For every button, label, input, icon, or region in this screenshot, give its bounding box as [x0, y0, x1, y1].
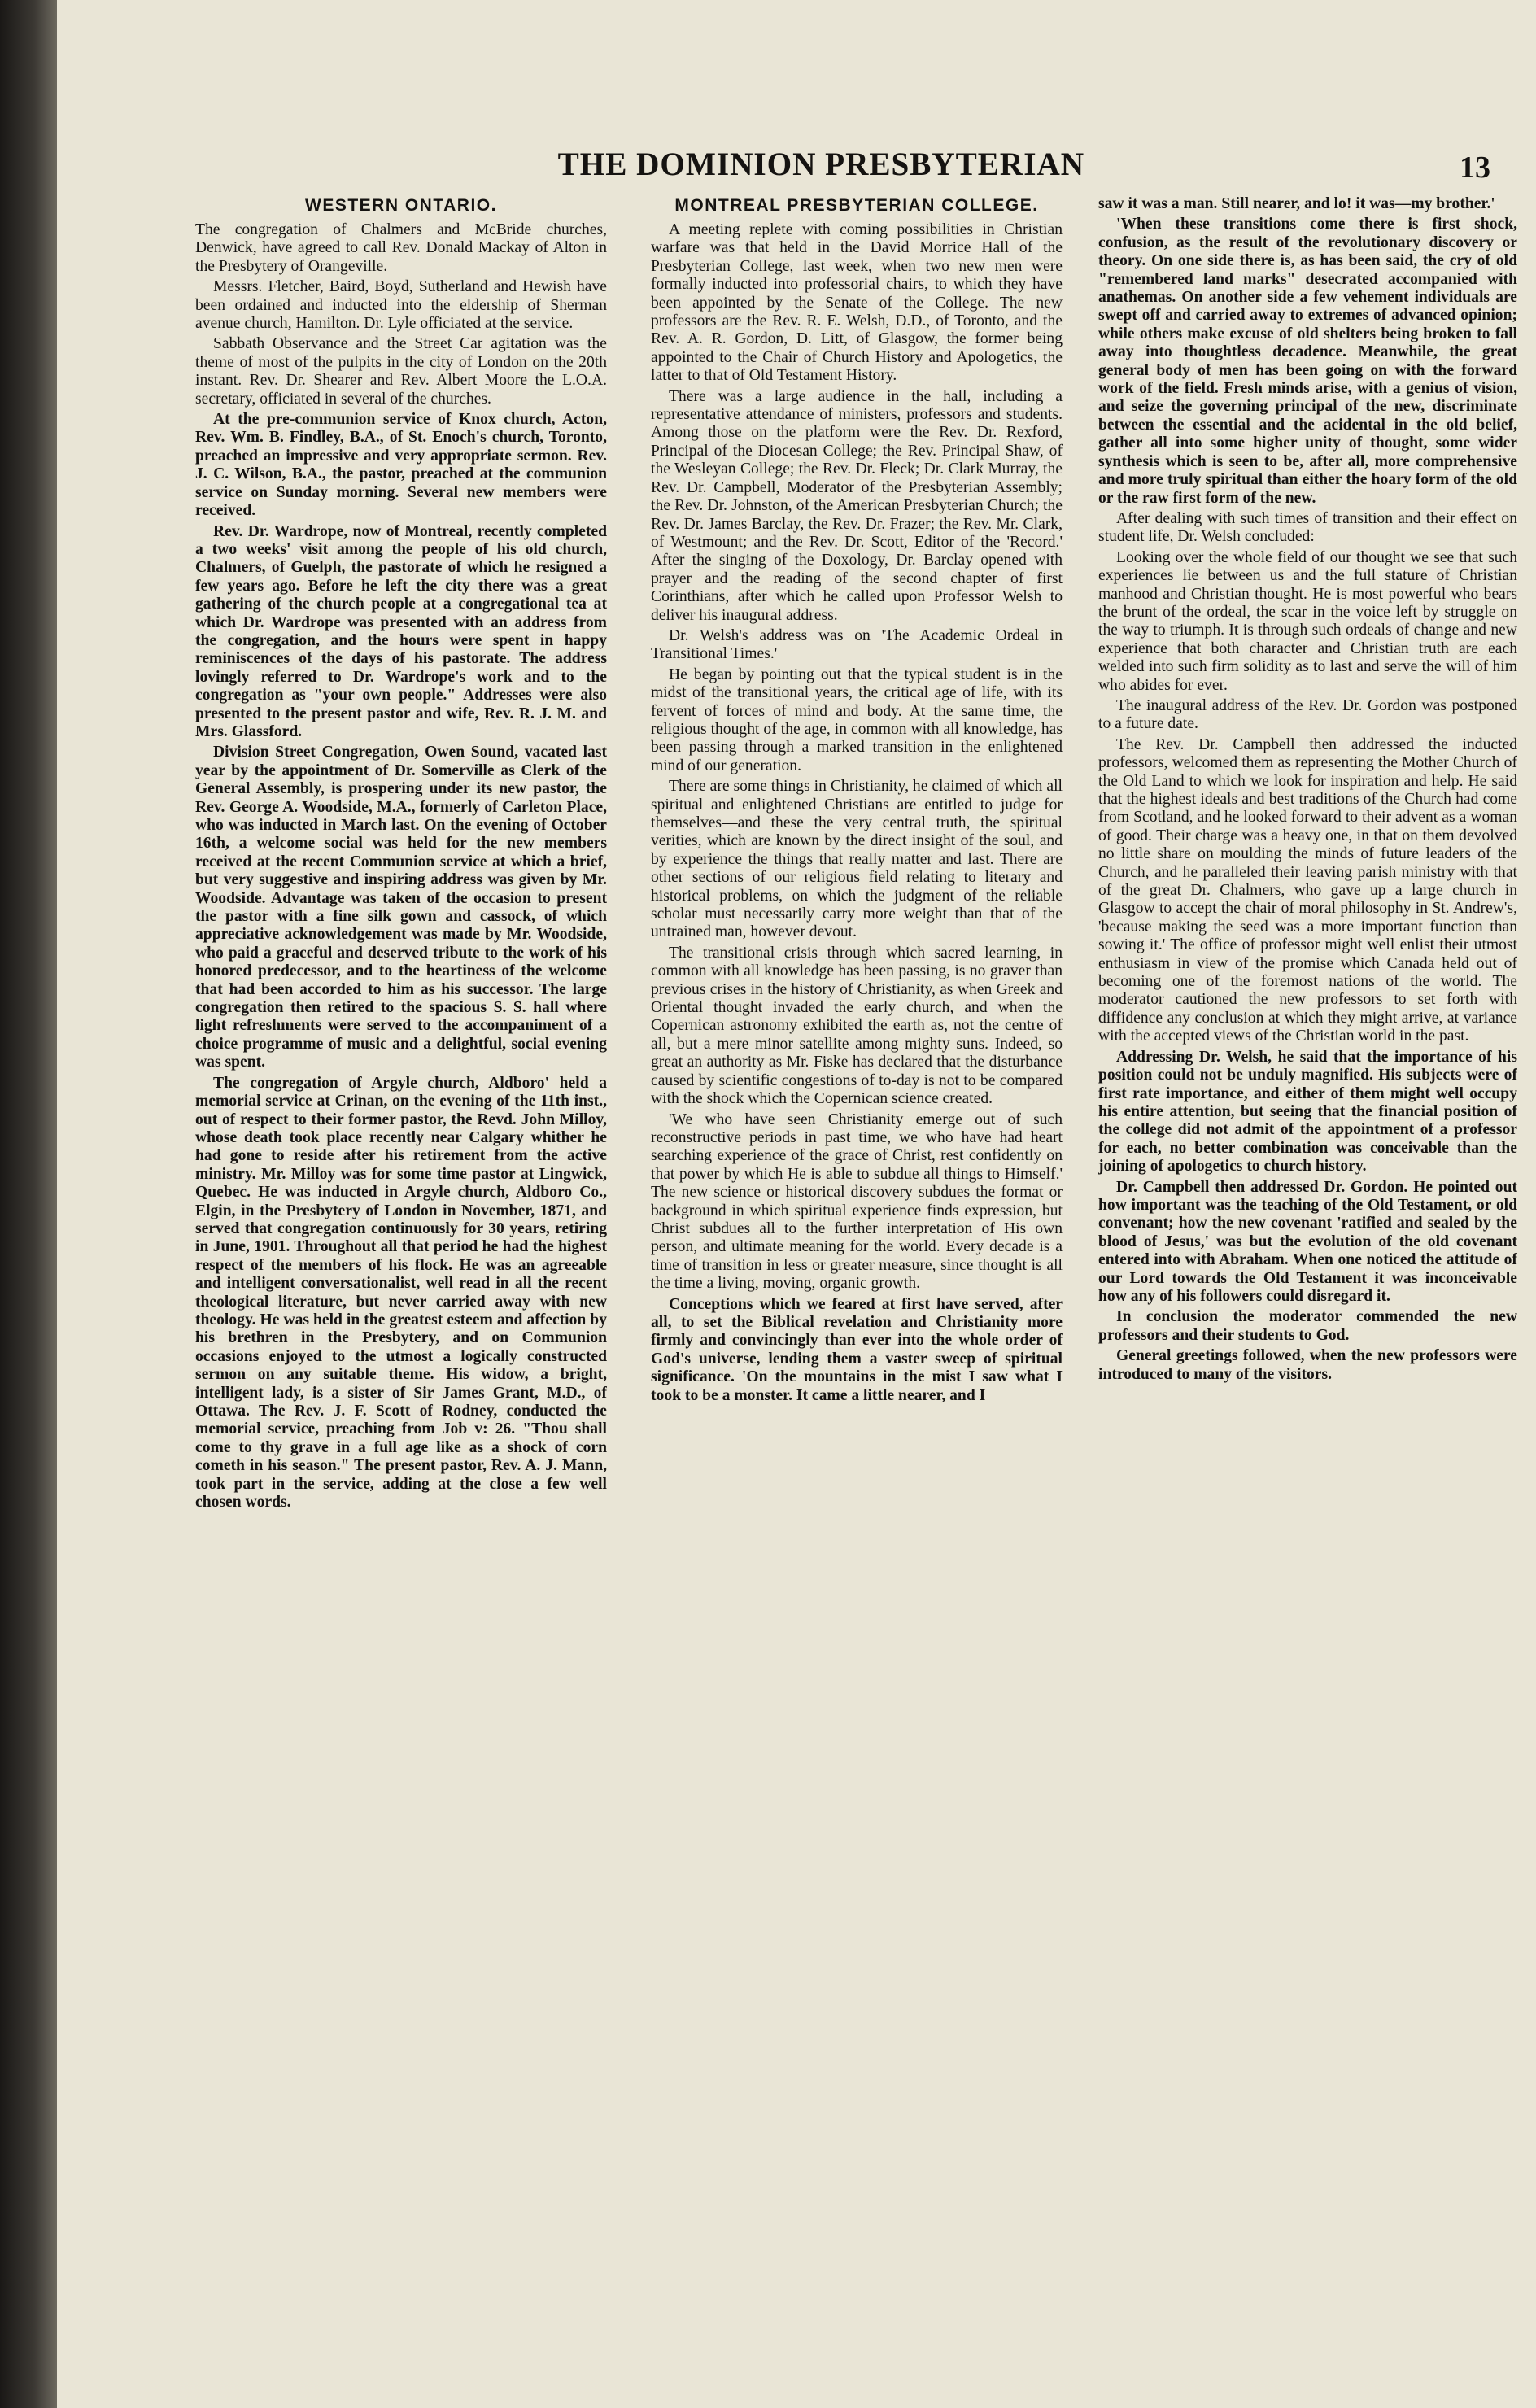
paragraph: 'When these transitions come there is first shock, confusion, as the result of the revolutionary discovery or theory. On one side there is, as has been said, the cry of old "remembered land marks" desecrated accompanied with anathemas. On another side a few vehement individuals are swept off and carried away to extremes of advanced opinion; while others make excuse of old shelters being broken to fall away into thoughtless decadence. Meanwhile, the great general body of men has been going on with the forward work of the field. Fresh minds arise, with a genius of vision, and seize the governing principal of the new, discriminate between the essential and the acidental in the old belief, gather all into some higher unity of thought, some wider synthesis which is seen to be, after all, more comprehensive and more truly spiritual than either the hoary form of the old or the raw first form of the new.	[1098, 216, 1517, 507]
paragraph: Messrs. Fletcher, Baird, Boyd, Sutherland and Hewish have been ordained and inducted into the eldership of Sherman avenue church, Hamilton. Dr. Lyle officiated at the service.	[195, 278, 607, 333]
page-number: 13	[1460, 150, 1490, 185]
paragraph: A meeting replete with coming possibilities in Christian warfare was that held in the David Morrice Hall of the Presbyterian College, last week, when two new men were formally inducted into professorial chairs, to which they have been appointed by the Senate of the College. The new professors are the Rev. R. E. Welsh, D.D., of Toronto, and the Rev. A. R. Gordon, D. Litt, of Glasgow, the former being appointed to the Chair of Church History and Apologetics, the latter to that of Old Testament History.	[651, 221, 1063, 385]
paragraph: Rev. Dr. Wardrope, now of Montreal, recently completed a two weeks' visit among the people of his old church, Chalmers, of Guelph, the pastorate of which he resigned a few years ago. Before he left the city there was a great gathering of the church people at a congregational tea at which Dr. Wardrope was presented with an address from the congregation, and the hours were spent in happy reminiscences of the days of his pastorate. The address lovingly referred to Dr. Wardrope's work and to the congregation as "your own people." Addresses were also presented to the present pastor and wife, Rev. R. J. M. and Mrs. Glassford.	[195, 522, 607, 740]
paragraph: The transitional crisis through which sacred learning, in common with all knowledge has been passing, is no graver than previous crises in the history of Christianity, as when Greek and Oriental thought invaded the early church, and when the Copernican astronomy exhibited the earth as, not the centre of all, but a mere minor satellite among mighty suns. Indeed, so great an authority as Mr. Fiske has declared that the disturbance caused by scientific congestions of to-day is not to be compared with the shock which the Copernican science created.	[651, 944, 1063, 1108]
paragraph: Addressing Dr. Welsh, he said that the importance of his position could not be unduly magnified. His subjects were of first rate importance, and either of them might well occupy his entire attention, but seeing that the financial position of the college did not admit of the appointment of a professor for each, no better combination was conceivable than the joining of apologetics to church history.	[1098, 1048, 1517, 1176]
paragraph: The inaugural address of the Rev. Dr. Gordon was postponed to a future date.	[1098, 696, 1517, 733]
column-continuation	[1098, 195, 1517, 2359]
paragraph: saw it was a man. Still nearer, and lo! it was—my brother.'	[1098, 195, 1495, 212]
paragraph: The Rev. Dr. Campbell then addressed the inducted professors, welcomed them as representing the Mother Church of the Old Land to which we look for inspiration and help. He said that the highest ideals and best traditions of the Church had come from Scotland, and he looked forward to their advent as a woman of good. Their charge was a heavy one, in that on them devolved no little share on moulding the minds of future leaders of the Church, and he paralleled their leaving parish ministry with that of the great Dr. Chalmers, who gave up a large church in Glasgow to accept the chair of moral philosophy in St. Andrew's, 'because making the seed was a more important function than sowing it.' The office of professor might well enlist their utmost enthusiasm in view of the promise which Canada held out of becoming one of the foremost nations of the world. The moderator cautioned the new professors to set forth with diffidence any conclusion at which they might arrive, at variance with the accepted views of the Christian world in the past.	[1098, 735, 1517, 1045]
scan-edge	[0, 0, 57, 2408]
paragraph: In conclusion the moderator commended the new professors and their students to God.	[1098, 1308, 1517, 1344]
journal-title: THE DOMINION PRESBYTERIAN	[557, 146, 1084, 182]
section-heading-western-ontario: WESTERN ONTARIO.	[305, 196, 497, 215]
paragraph: 'We who have seen Christianity emerge out of such reconstructive periods in past time, we who have had heart searching experience of the grace of Christ, rest confidently on that power by which He is able to subdue all things to Himself.' The new science or historical discovery subdues the format or background in which spiritual experience finds expression, but Christ subdues all to the further interpretation of His own person, and ultimate meaning for the world. Every decade is a time of transition in less or greater measure, since thought is all the time a living, moving, organic growth.	[651, 1110, 1063, 1293]
paragraph: After dealing with such times of transition and their effect on student life, Dr. Welsh concluded:	[1098, 509, 1517, 546]
paragraph: He began by pointing out that the typical student is in the midst of the transitional years, the critical age of life, with its fervent of forces of mind and body. At the same time, the religious thought of the age, in common with all knowledge, has been passing through a marked transition in the enlightened mind of our generation.	[651, 665, 1063, 774]
paragraph: At the pre-communion service of Knox church, Acton, Rev. Wm. B. Findley, B.A., of St. Enoch's church, Toronto, preached an impressive and very appropriate sermon. Rev. J. C. Wilson, B.A., the pastor, preached at the communion service on Sunday morning. Several new members were received.	[195, 411, 607, 520]
paragraph: The congregation of Chalmers and McBride churches, Denwick, have agreed to call Rev. Donald Mackay of Alton in the Presbytery of Orangeville.	[195, 221, 607, 275]
paragraph: General greetings followed, when the new professors were introduced to many of the visitors.	[1098, 1347, 1517, 1383]
article-columns	[195, 195, 1517, 2359]
paragraph: There was a large audience in the hall, including a representative attendance of ministers, professors and students. Among those on the platform were the Rev. Dr. Rexford, Principal of the Diocesan College; the Rev. Principal Shaw, of the Wesleyan College; the Rev. Dr. Fleck; Dr. Clark Murray, the Rev. Dr. Campbell, Moderator of the Presbyterian Assembly; the Rev. Dr. Johnston, of the American Presbyterian Church; the Rev. Dr. James Barclay, the Rev. Dr. Frazer; the Rev. Mr. Clark, of Westmount; and the Rev. Dr. Scott, Editor of the 'Record.' After the singing of the Doxology, Dr. Barclay opened with prayer and the reading of the second chapter of first Corinthians, after which he called upon Professor Welsh to deliver his inaugural address.	[651, 387, 1063, 624]
paragraph: The congregation of Argyle church, Aldboro' held a memorial service at Crinan, on the evening of the 11th inst., out of respect to their former pastor, the Revd. John Milloy, whose death took place recently near Calgary whither he had gone to reside after his retirement from the active ministry. Mr. Milloy was for some time pastor at Lingwick, Quebec. He was inducted in Argyle church, Aldboro Co., Elgin, in the Presbytery of London in November, 1871, and served that congregation continuously for 30 years, retiring in June, 1901. Throughout all that period he had the highest respect of the members of his flock. He was an agreeable and intelligent conversationalist, well read in all the recent theological literature, but never carried away with new theology. He was held in the greatest esteem and affection by his brethren in the Presbytery, and on Communion occasions enjoyed to the utmost a logically constructed sermon on any suitable theme. His widow, a bright, intelligent lady, is a sister of Sir James Grant, M.D., of Ottawa. The Rev. J. F. Scott of Rodney, conducted the memorial service, preaching from Job v: 26. "Thou shall come to thy grave in a full age like as a shock of corn cometh in his season." The present pastor, Rev. A. J. Mann, took part in the service, adding at the close a few well chosen words.	[195, 1074, 607, 1512]
paragraph: There are some things in Christianity, he claimed of which all spiritual and enlightened Christians are entitled to judge for themselves—and these the very central truth, the spiritual verities, which are known by the direct insight of the soul, and by experience the things that really matter and last. There are other sections of our religious field relating to literary and historical problems, on which the judgment of the reliable scholar must necessarily carry more weight than that of the untrained man, however devout.	[651, 778, 1063, 941]
newspaper-page	[57, 0, 1536, 2408]
paragraph: Conceptions which we feared at first have served, after all, to set the Biblical revelation and Christianity more firmly and convincingly than ever into the whole order of God's universe, lending them a vaster sweep of spiritual significance. 'On the mountains in the mist I saw what I took to be a monster. It came a little nearer, and I	[651, 1295, 1063, 1404]
paragraph: Dr. Campbell then addressed Dr. Gordon. He pointed out how important was the teaching of the Old Testament, or old convenant; how the new covenant 'ratified and sealed by the blood of Jesus,' was but the evolution of the old covenant entered into with Abraham. When one noticed the attitude of our Lord towards the Old Testament it was inconceivable how any of his followers could disregard it.	[1098, 1178, 1517, 1305]
paragraph: Dr. Welsh's address was on 'The Academic Ordeal in Transitional Times.'	[651, 626, 1063, 663]
column-montreal-college	[651, 195, 1063, 2359]
paragraph: Sabbath Observance and the Street Car agitation was the theme of most of the pulpits in the city of London on the 20th instant. Rev. Dr. Shearer and Rev. Albert Moore the L.O.A. secretary, officiated in several of the churches.	[195, 335, 607, 408]
paragraph: Looking over the whole field of our thought we see that such experiences lie between us and the full stature of Christian manhood and Christian thought. He is most powerful who bears the brunt of the ordeal, the scar in the voice left by struggle on the way to triumph. It is through such ordeals of change and new experience that both character and Christian truth are each welded into such firm solidity as to last and serve the will of him who abides for ever.	[1098, 548, 1517, 694]
running-head	[57, 145, 1536, 194]
paragraph: Division Street Congregation, Owen Sound, vacated last year by the appointment of Dr. Somerville as Clerk of the General Assembly, is prospering under its new pastor, the Rev. George A. Woodside, M.A., formerly of Carleton Place, who was inducted in March last. On the evening of October 16th, a welcome social was held for the new members received at the recent Communion service at which a brief, but very suggestive and inspiring address was given by Mr. Woodside. Advantage was taken of the occasion to present the pastor with a fine silk gown and cassock, of which appreciative acknowledgement was made by Mr. Woodside, who paid a graceful and deserved tribute to the work of his honored predecessor, and to the heartiness of the welcome that had been accorded to him as his successor. The large congregation then retired to the spacious S. S. hall where light refreshments were served to the accompaniment of a choice programme of music and a delightful, social evening was spent.	[195, 744, 607, 1071]
section-heading-montreal-college: MONTREAL PRESBYTERIAN COLLEGE.	[674, 196, 1039, 215]
column-western-ontario	[195, 195, 607, 2359]
